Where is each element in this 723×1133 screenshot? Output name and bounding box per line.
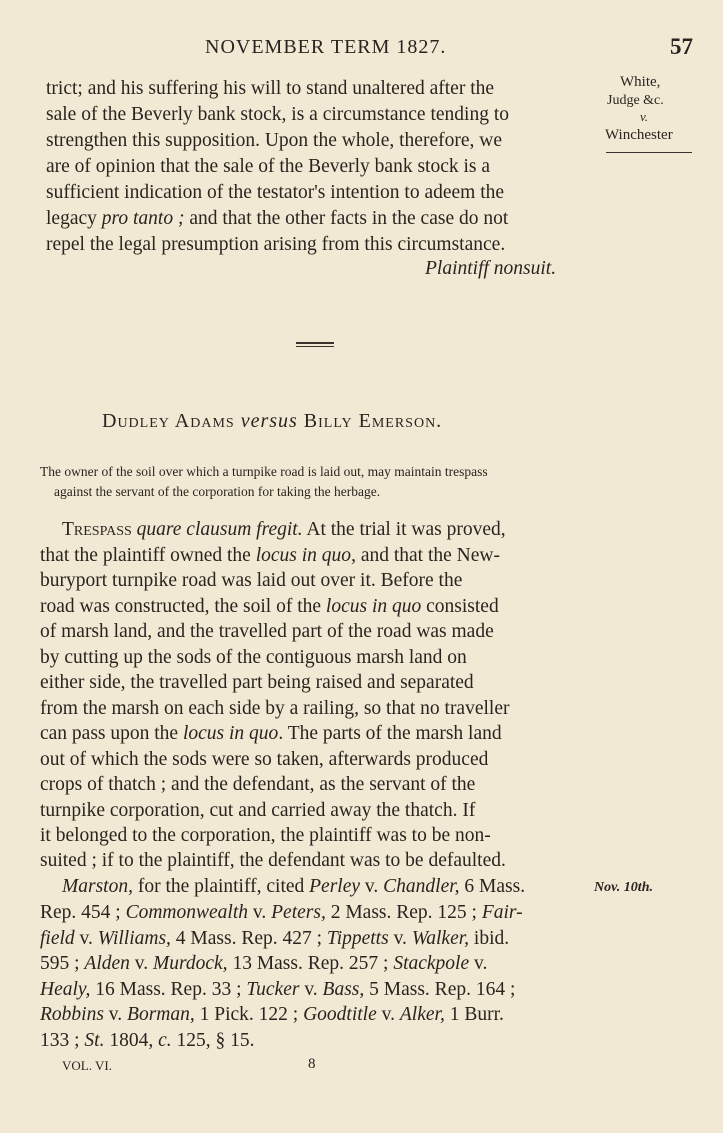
text-line: either side, the travelled part being raised and separated	[40, 672, 474, 693]
volume-label: VOL. VI.	[62, 1058, 112, 1073]
running-title: NOVEMBER TERM 1827.	[205, 36, 447, 58]
text-line: sufficient indication of the testator's intention to adeem the	[46, 182, 505, 203]
text-line: can pass upon the locus in quo. The parts of the marsh land	[40, 723, 502, 744]
text-line: buryport turnpike road was laid out over it. Before the	[40, 570, 463, 591]
margin-rule	[606, 152, 692, 153]
text-line: from the marsh on each side by a railing, so that no traveller	[40, 698, 510, 719]
margin-case-line2: Judge &c.	[607, 93, 664, 108]
citation-line: field v. Williams, 4 Mass. Rep. 427 ; Tippetts v. Walker, ibid.	[40, 928, 510, 949]
text-line: crops of thatch ; and the defendant, as the servant of the	[40, 774, 476, 795]
headnote-line: The owner of the soil over which a turnpike road is laid out, may maintain trespass	[40, 464, 488, 479]
margin-date: Nov. 10th.	[594, 880, 653, 895]
text-line: sale of the Beverly bank stock, is a circumstance tending to	[46, 104, 509, 125]
text-line: by cutting up the sods of the contiguous marsh land on	[40, 647, 467, 668]
margin-case-line4: Winchester	[605, 127, 673, 143]
page-number: 57	[670, 34, 693, 59]
citation-line: 595 ; Alden v. Murdock, 13 Mass. Rep. 257 ; Stackpole v.	[40, 953, 488, 974]
citation-line: Rep. 454 ; Commonwealth v. Peters, 2 Mass. Rep. 125 ; Fair-	[40, 902, 523, 923]
headnote-line: against the servant of the corporation for taking the herbage.	[54, 484, 381, 499]
text-line: Trespass quare clausum fregit. At the trial it was proved,	[62, 519, 506, 540]
text-line: suited ; if to the plaintiff, the defendant was to be defaulted.	[40, 850, 506, 871]
margin-case-line3: v.	[640, 109, 649, 124]
text-line: trict; and his suffering his will to stand unaltered after the	[46, 78, 495, 99]
separator-rule	[296, 342, 334, 344]
text-line: repel the legal presumption arising from this circumstance.	[46, 234, 506, 255]
citation-line: 133 ; St. 1804, c. 125, § 15.	[40, 1030, 255, 1051]
citation-line: Healy, 16 Mass. Rep. 33 ; Tucker v. Bass, 5 Mass. Rep. 164 ;	[40, 979, 516, 1000]
text-line: it belonged to the corporation, the plaintiff was to be non-	[40, 825, 491, 846]
text-line: strengthen this supposition. Upon the whole, therefore, we	[46, 130, 502, 151]
text-line: of marsh land, and the travelled part of the road was made	[40, 621, 494, 642]
text-line: are of opinion that the sale of the Beverly bank stock is a	[46, 156, 491, 177]
signature-mark: 8	[308, 1056, 316, 1072]
text-line: legacy pro tanto ; and that the other facts in the case do not	[46, 208, 509, 229]
text-line: out of which the sods were so taken, afterwards produced	[40, 749, 489, 770]
case-title: Dudley Adams versus Billy Emerson.	[102, 410, 443, 432]
citation-line: Robbins v. Borman, 1 Pick. 122 ; Goodtitle v. Alker, 1 Burr.	[40, 1004, 504, 1025]
separator-rule	[296, 346, 334, 347]
text-line: that the plaintiff owned the locus in quo, and that the New-	[40, 545, 500, 566]
margin-case-line1: White,	[620, 74, 661, 90]
text-line: road was constructed, the soil of the locus in quo consisted	[40, 596, 499, 617]
judgment-line: Plaintiff nonsuit.	[425, 258, 557, 279]
text-line: turnpike corporation, cut and carried away the thatch. If	[40, 800, 476, 821]
citation-line: Marston, for the plaintiff, cited Perley v. Chandler, 6 Mass.	[62, 876, 526, 897]
